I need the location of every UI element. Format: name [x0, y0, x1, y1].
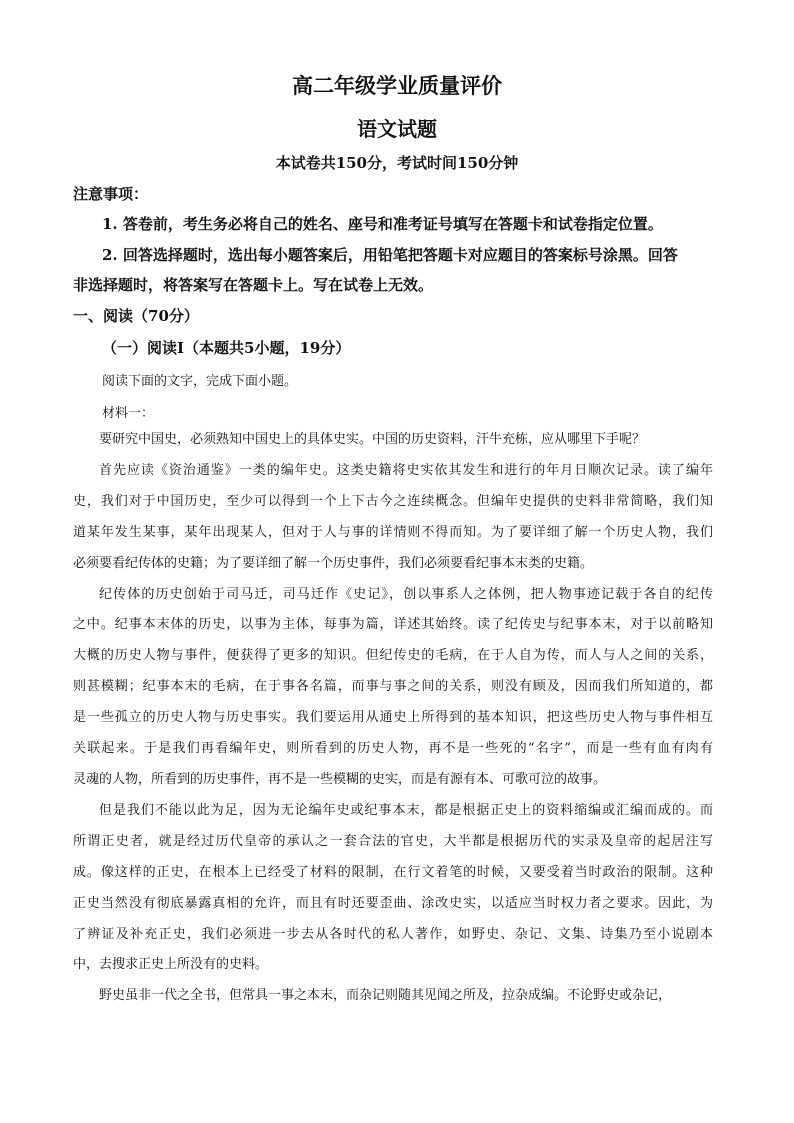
passage-line: 首先应读《资治通鉴》一类的编年史。这类史籍将史实依其发生和进行的年月日顺次记录。读了编年	[99, 462, 713, 478]
passage-line: 是一些孤立的历史人物与历史事实。我们要运用从通史上所得到的基本知识，把这些历史人物与事件相互	[73, 710, 713, 726]
passage-line: 道某年发生某事，某年出现某人，但对于人与事的详情则不得而知。为了要详细了解一个历史人物，我们	[73, 524, 713, 540]
section-heading: 一、阅读（70分）	[73, 307, 199, 325]
passage-line: 关联起来。于是我们再看编年史，则所看到的历史人物，再不是一些死的“名字”，而是一些有血有肉有	[73, 741, 713, 757]
passage-line: 史，我们对于中国历史，至少可以得到一个上下古今之连续概念。但编年史提供的史料非常简略，我们知	[73, 493, 713, 509]
passage-line: 大概的历史人物与事件，便获得了更多的知识。但纪传史的毛病，在于人自为传，而人与人之间的关系，	[73, 648, 713, 664]
passage-line: 但是我们不能以此为足，因为无论编年史或纪事本末，都是根据正史上的资料缩编或汇编而成的。而	[99, 802, 713, 818]
passage-line: 中，去搜求正史上所没有的史料。	[73, 957, 269, 973]
notice-heading: 注意事项：	[73, 185, 149, 203]
passage-line: 灵魂的人物，所看到的历史事件，再不是一些模糊的史实，而是有源有本、可歌可泣的故事。	[73, 771, 607, 787]
notice-item-2-line-1: 2. 回答选择题时，选出每小题答案后，用铅笔把答题卡对应题目的答案标号涂黑。回答	[102, 246, 678, 264]
passage-body	[73, 425, 713, 1012]
passage-line: 所谓正史者，就是经过历代皇帝的承认之一套合法的官史，大半都是根据历代的实录及皇帝的起居注写	[73, 833, 713, 849]
passage-line: 之中。纪事本末体的历史，以事为主体，每事为篇，详述其始终。读了纪传史与纪事本末，对于以前略知	[73, 617, 713, 633]
passage-line: 野史虽非一代之全书，但常具一事之本末，而杂记则随其见闻之所及，拉杂成编。不论野史或杂记，	[99, 988, 672, 1004]
exam-info: 本试卷共150分，考试时间150分钟	[275, 154, 519, 172]
passage-line: 正史当然没有彻底暴露真相的允许，而且有时还要歪曲、涂改史实，以适应当时权力者之要求。因此，为	[73, 895, 713, 911]
passage-line: 则甚模糊；纪事本末的毛病，在于事各名篇，而事与事之间的关系，则没有顾及，因而我们所知道的，都	[73, 679, 713, 695]
passage-line: 必须要看纪传体的史籍；为了要详细了解一个历史事件，我们必须要看纪事本末类的史籍。	[73, 555, 594, 571]
section-sub-heading: （一）阅读Ⅰ（本题共5小题，19分）	[102, 339, 351, 357]
page-subtitle: 语文试题	[357, 117, 437, 141]
page-title: 高二年级学业质量评价	[292, 73, 502, 98]
notice-item-1: 1. 答卷前，考生务必将自己的姓名、座号和准考证号填写在答题卡和试卷指定位置。	[102, 215, 663, 233]
passage-line: 成。像这样的正史，在根本上已经受了材料的限制，在行文着笔的时候，又要受着当时政治的限制。这种	[73, 864, 713, 880]
passage-line: 纪传体的历史创始于司马迁，司马迁作《史记》，创以事系人之体例，把人物事迹记载于各自的纪传	[99, 586, 713, 602]
passage-line: 要研究中国史，必须熟知中国史上的具体史实。中国的历史资料，汗牛充栋，应从哪里下手呢？	[99, 432, 646, 447]
reading-instruction: 阅读下面的文字，完成下面小题。	[102, 374, 298, 389]
passage-line: 了辨证及补充正史，我们必须进一步去从各时代的私人著作，如野史、杂记、文集、诗集乃至小说剧本	[73, 926, 713, 942]
notice-item-2-line-2: 非选择题时，将答案写在答题卡上。写在试卷上无效。	[73, 276, 434, 294]
material-label: 材料一：	[102, 406, 155, 421]
